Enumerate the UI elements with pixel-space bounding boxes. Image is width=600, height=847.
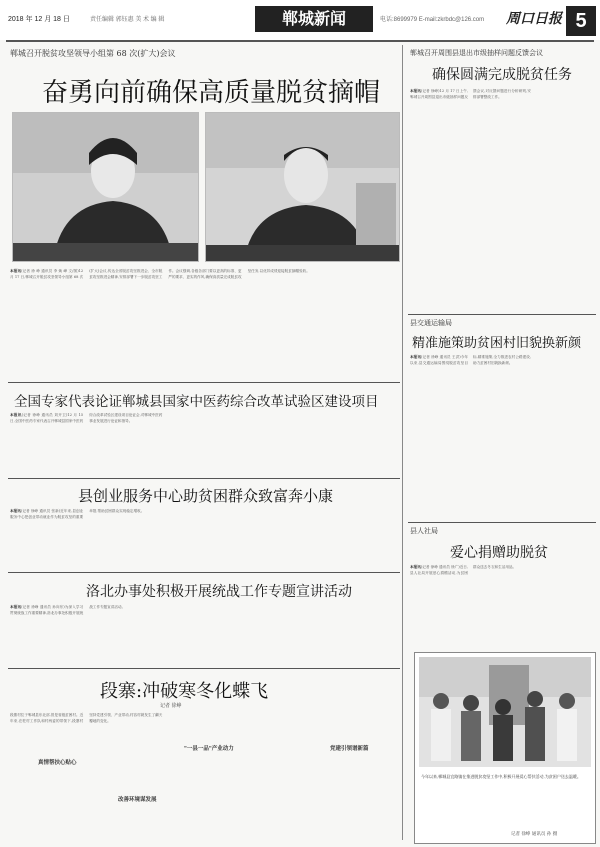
jobs-body-lead: 本报讯 (10, 509, 21, 513)
luobei-body (10, 604, 400, 664)
feature-headline: 段寨:冲破寒冬化蝶飞 (100, 681, 269, 702)
right-top-body-lead: 本报讯 (410, 89, 421, 93)
page-header (0, 0, 600, 40)
jobs-body-text: (记者 徐峥 通讯员 张新)近年来,县创业服务中心把创业带动就业作为脱贫攻坚的重要举措,帮助贫困群众实现稳定增收。 (10, 509, 145, 520)
lead-photo-right (205, 112, 400, 262)
right-bot-body-text: (记者 徐峥 通讯员 徐广)近日,县人社局开展爱心捐赠活动,为贫困群众送去冬衣和生活用品。 (410, 565, 517, 576)
right-bot-body (410, 564, 594, 646)
column-divider (402, 45, 403, 840)
section-rule (408, 314, 596, 315)
right-mid-kicker: 县交通运输局 (410, 319, 452, 327)
luobei-headline: 洛北办事处积极开展统战工作专题宣讲活动 (86, 584, 352, 600)
contact-info: 电话:8699979 E-mail:zkrbdc@126.com (380, 17, 485, 23)
right-mid-headline: 精准施策助贫困村旧貌换新颜 (412, 336, 582, 351)
right-mid-body (410, 354, 594, 518)
page-number: 5 (566, 6, 596, 36)
official-portrait-icon (206, 113, 399, 261)
right-top-kicker: 郸城召开周围县退出市级抽样问题反馈会议 (410, 49, 543, 57)
feature-subhead: 党建引领谱新篇 (330, 746, 369, 752)
right-top-headline: 确保圆满完成脱贫任务 (432, 67, 572, 83)
right-top-body (410, 88, 594, 310)
experts-body-text: (记者 徐峥 通讯员 刘开卫)12 月 15 日,全国中医药专家代表召开郸城县国家中医药综合改革试验区建设项目论证会,对郸城中医药事业发展进行论证和指导。 (10, 413, 163, 424)
lead-body-text: (记者 徐 峥 通讯员 李 焕 峰 文/图)12 月 17 日,郸城召开脱贫攻坚领导小组第 68 次(扩大)会议,传达全省脱贫攻坚推进会、全市脱贫攻坚推进会精神,安排部署下一步脱贫攻坚工作。会议强调,各级各部门要以更高的标准、更严的要求、更实的作风,确保高质量完成脱贫攻坚任务,以优异成绩迎接脱贫摘帽验收。 (10, 269, 310, 280)
lead-body-lead: 本报讯 (10, 269, 22, 273)
header-rule (6, 40, 594, 42)
photo-box (414, 652, 596, 844)
editor-credit: 责任编辑 郭钰惠 美 术 编 辑 (90, 17, 165, 23)
experts-body-lead: 本报讯 (10, 413, 22, 417)
feature-subhead: 真情帮扶心贴心 (38, 760, 77, 766)
luobei-body-text: (记者 徐峥 通讯员 孙向东)为深入学习贯彻统战工作重要精神,洛北办事处积极开展统战工作专题宣讲活动。 (10, 605, 126, 616)
lead-headline: 奋勇向前确保高质量脱贫摘帽 (42, 78, 381, 108)
feature-body (10, 712, 400, 840)
right-bot-body-lead: 本报讯 (410, 565, 421, 569)
experts-headline: 全国专家代表论证郸城县国家中医药综合改革试验区建设项目 (14, 394, 379, 410)
section-rule (8, 382, 400, 383)
right-bot-headline: 爱心捐赠助脱贫 (450, 545, 548, 561)
experts-body (10, 412, 400, 474)
section-rule (8, 572, 400, 573)
right-top-body-text: (记者 徐峥)12 月 17 日上午,郸城召开周围县退出市级抽样问题反馈会议,对反馈问题进行分析研判,安排部署整改工作。 (410, 89, 531, 100)
donation-photo (419, 657, 591, 767)
lead-body (10, 268, 400, 378)
photo-caption: 今年以来,郸城县宜路镇在推进脱贫攻坚工作中,积极开展爱心帮扶活动,为贫困户送去温暖。 (421, 774, 581, 779)
jobs-headline: 县创业服务中心助贫困群众致富奔小康 (78, 487, 334, 505)
feature-subhead: "一县一品"产业动力 (184, 746, 234, 752)
right-mid-body-text: (记者 徐峥 通讯员 王洪)今年以来,县交通运输局围绕脱贫攻坚目标,精准施策,全力推进农村公路建设,助力贫困村旧貌换新颜。 (410, 355, 531, 366)
section-rule (408, 522, 596, 523)
official-portrait-icon (13, 113, 198, 261)
section-title: 郸城新闻 (255, 6, 373, 32)
feature-subhead: 改善环境谋发展 (118, 797, 157, 803)
section-rule (8, 668, 400, 669)
jobs-body (10, 508, 400, 568)
right-bot-kicker: 县人社局 (410, 527, 438, 535)
lead-kicker: 郸城召开脱贫攻坚领导小组第 68 次(扩大)会议 (10, 49, 176, 58)
group-photo-icon (419, 657, 591, 767)
luobei-body-lead: 本报讯 (10, 605, 22, 609)
issue-date: 2018 年 12 月 18 日 (8, 16, 70, 23)
newspaper-name: 周口日报 (506, 11, 562, 27)
feature-body-text: 段寨村位于郸城县东北部,曾是省级贫困村。近年来,在驻村工作队和村两委的带领下,段寨村坚持党建引领、产业带动,村容村貌发生了翻天覆地的变化。 (10, 713, 163, 724)
photo-credit: 记者 徐峥 通讯员 孙 摄 (511, 832, 558, 837)
right-mid-body-lead: 本报讯 (410, 355, 422, 359)
lead-photo-left (12, 112, 199, 262)
section-rule (8, 478, 400, 479)
feature-byline: 记者 徐峥 (160, 703, 182, 709)
